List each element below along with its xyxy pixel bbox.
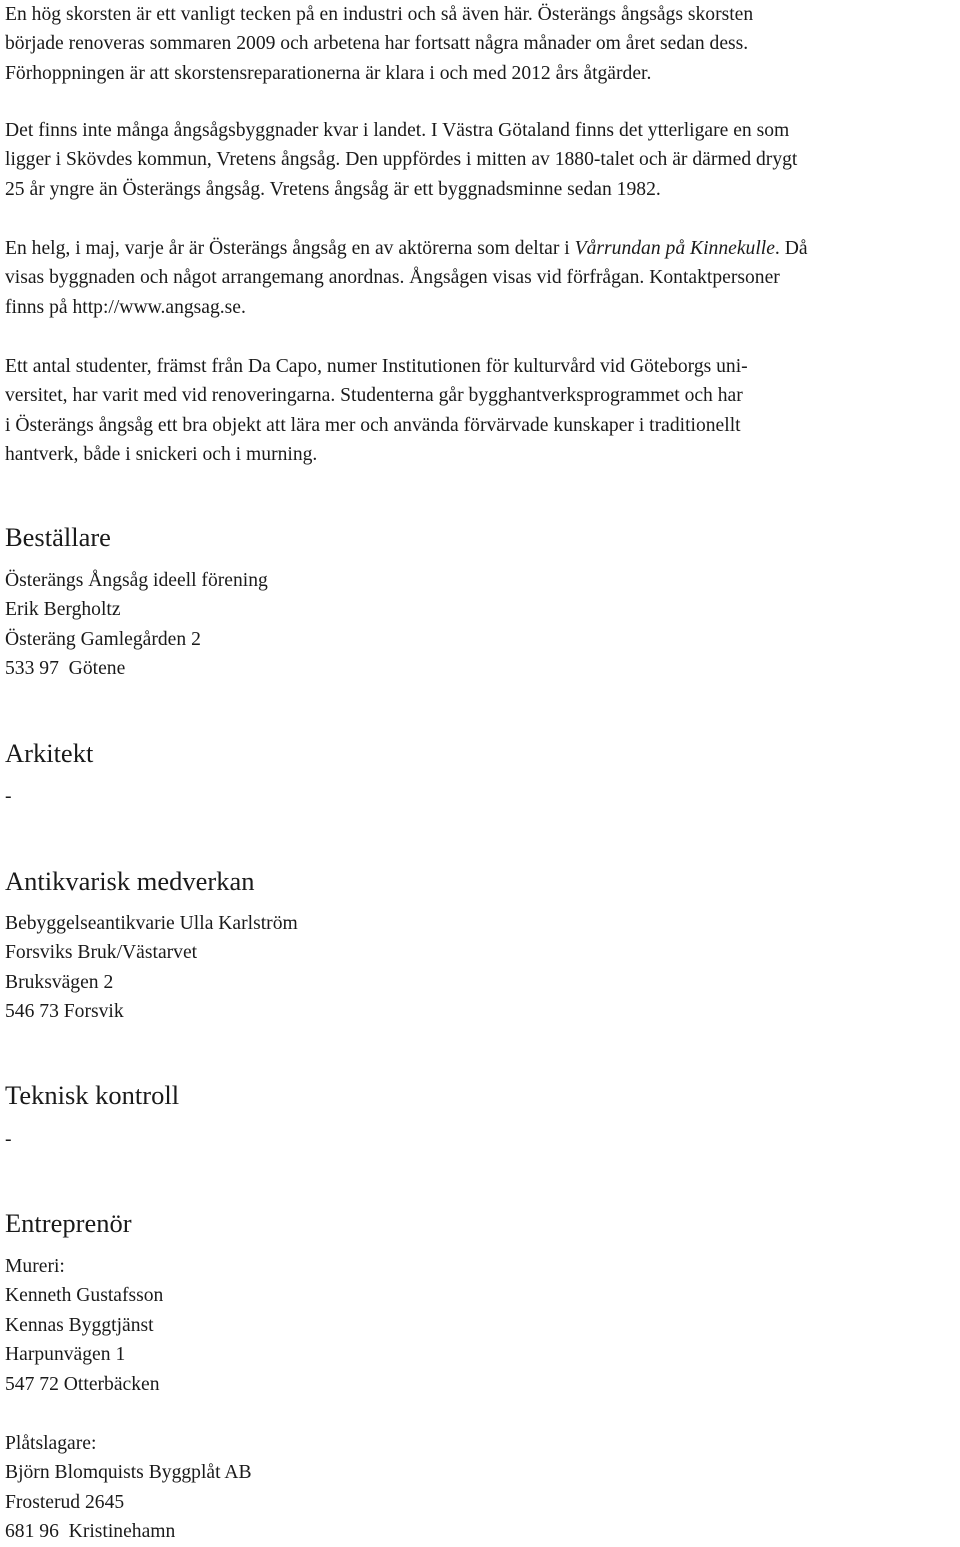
contact-line: Frosterud 2645 [5,1491,125,1513]
contact-line: Mureri: [5,1256,65,1277]
text-line: ligger i Skövdes kommun, Vretens ångsåg. Den uppfördes i mitten av 1880-talet och är därmed drygt [5,149,798,171]
contact-line: Kenneth Gustafsson [5,1285,164,1307]
text-segment: . Då [774,238,808,259]
text-line: hantverk, både i snickeri och i murning. [5,444,318,466]
contact-line: - [5,786,12,807]
event-name-italic: Vårrundan på Kinnekulle [574,238,775,259]
contact-mureri [5,1252,163,1399]
heading-entreprenor: Entreprenör [5,1208,132,1238]
contact-arkitekt [5,782,12,811]
paragraph-students [5,352,748,470]
text-segment: En helg, i maj, varje år är Österängs ångsåg en av aktörerna som deltar i [5,238,575,259]
text-line: versitet, har varit med vid renoveringarna. Studenterna går bygghantverksprogrammet och har [5,385,743,407]
text-line: Ett antal studenter, främst från Da Capo, numer Institutionen för kulturvård vid Göteborgs uni- [5,356,748,377]
contact-bestallare [5,566,268,684]
heading-teknisk-kontroll: Teknisk kontroll [5,1080,180,1110]
text-line: visas byggnaden och något arrangemang anordnas. Ångsågen visas vid förfrågan. Kontaktpersoner [5,267,780,289]
contact-platslagare [5,1429,252,1547]
contact-teknisk [5,1125,12,1154]
text-line: 25 år yngre än Österängs ångsåg. Vretens ångsåg är ett byggnadsminne sedan 1982. [5,178,661,200]
contact-line: Forsviks Bruk/Västarvet [5,942,198,964]
heading-arkitekt: Arkitekt [5,738,94,768]
contact-line: Kennas Byggtjänst [5,1314,154,1336]
contact-line: Bruksvägen 2 [5,971,114,993]
heading-antikvarisk: Antikvarisk medverkan [5,866,255,896]
text-line: En hög skorsten är ett vanligt tecken på en industri och så även här. Österängs ångsågs skorsten [5,4,754,25]
text-line: Förhoppningen är att skorstensreparationerna är klara i och med 2012 års åtgärder. [5,62,652,84]
text-line: Det finns inte många ångsågsbyggnader kvar i landet. I Västra Götaland finns det ytterligare en som [5,120,790,141]
text-line [5,234,808,263]
text-line: finns på http://www.angsag.se. [5,296,246,318]
contact-line: Bebyggelseantikvarie Ulla Karlström [5,913,298,934]
contact-line: 547 72 Otterbäcken [5,1373,160,1395]
contact-line: Harpunvägen 1 [5,1344,126,1366]
paragraph-varrundan [5,234,808,322]
text-line: började renoveras sommaren 2009 och arbetena har fortsatt några månader om året sedan dess. [5,33,749,55]
contact-line: Österäng Gamlegården 2 [5,628,201,650]
contact-line: 546 73 Forsvik [5,1001,124,1023]
contact-line: - [5,1129,12,1150]
contact-line: Plåtslagare: [5,1433,97,1454]
contact-antikvarisk [5,909,298,1027]
paragraph-sawmills [5,116,797,204]
contact-line: 533 97 Götene [5,658,126,680]
contact-line: Björn Blomquists Byggplåt AB [5,1462,252,1484]
contact-line: Erik Bergholtz [5,599,121,621]
paragraph-chimney [5,0,753,88]
heading-bestallare: Beställare [5,522,111,552]
contact-line: Österängs Ångsåg ideell förening [5,570,268,591]
contact-line: 681 96 Kristinehamn [5,1521,176,1543]
text-line: i Österängs ångsåg ett bra objekt att lära mer och använda förvärvade kunskaper i traditionellt [5,414,741,436]
